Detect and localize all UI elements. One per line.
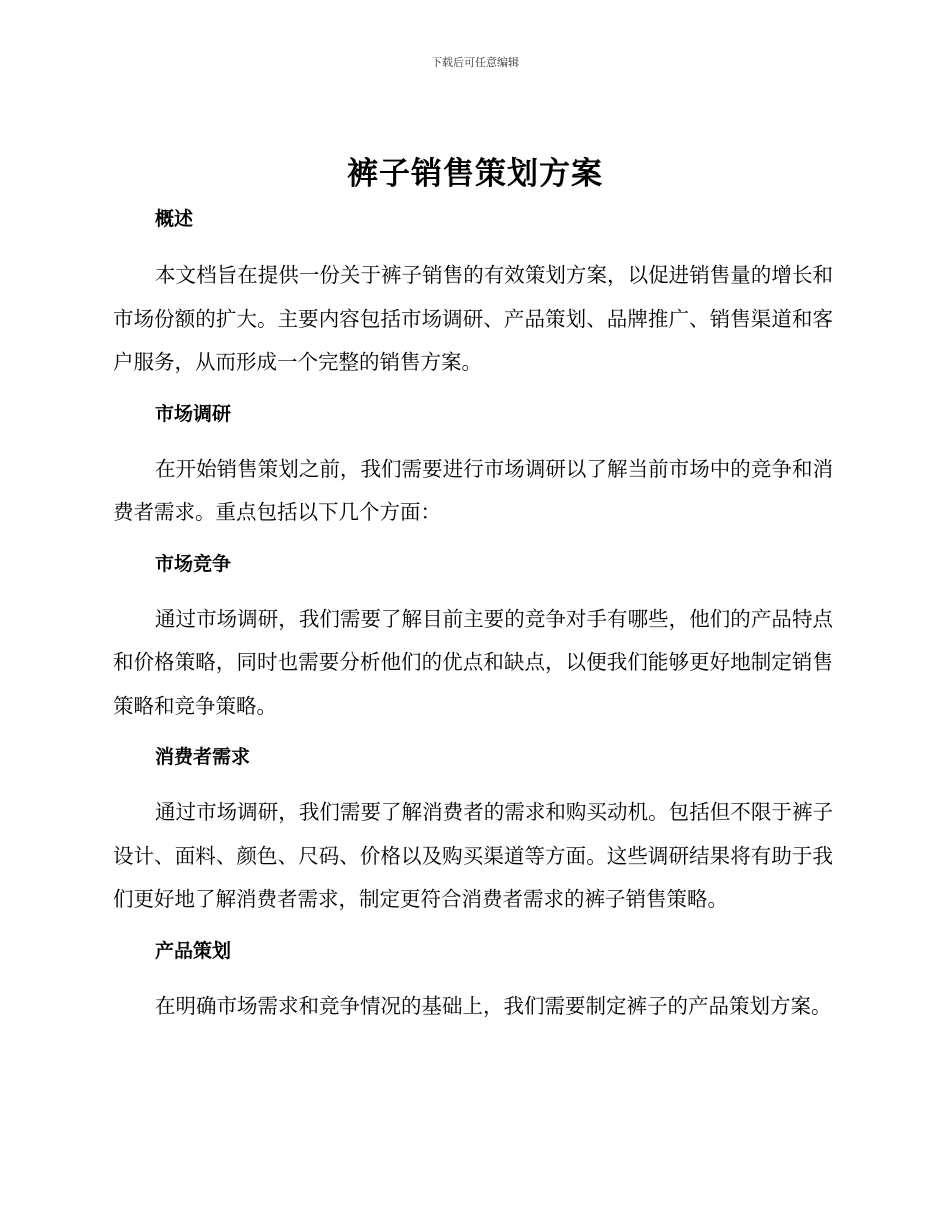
section-market-research — [113, 399, 833, 535]
document-body — [113, 204, 833, 1028]
section-heading: 市场竞争 — [155, 552, 232, 575]
document-title: 裤子销售策划方案 — [347, 156, 603, 192]
section-paragraph: 在明确市场需求和竞争情况的基础上，我们需要制定裤子的产品策划方案。 — [155, 993, 832, 1018]
section-heading: 市场调研 — [155, 402, 232, 425]
section-heading: 概述 — [155, 208, 194, 230]
page-header: 下载后可任意编辑 — [431, 56, 519, 69]
section-heading: 产品策划 — [155, 939, 232, 962]
section-heading: 消费者需求 — [155, 746, 251, 768]
section-paragraph: 通过市场调研，我们需要了解消费者的需求和购买动机。包括但不限于裤子设计、面料、颜色、尺码、价格以及购买渠道等方面。这些调研结果将有助于我们更好地了解消费者需求，制定更符合消费者需求的裤子销售策略。 — [113, 800, 833, 911]
section-market-competition — [113, 549, 833, 729]
section-paragraph: 在开始销售策划之前，我们需要进行市场调研以了解当前市场中的竞争和消费者需求。重点包括以下几个方面： — [113, 456, 833, 524]
section-product-planning — [113, 936, 833, 1029]
section-paragraph: 本文档旨在提供一份关于裤子销售的有效策划方案，以促进销售量的增长和市场份额的扩大。主要内容包括市场调研、产品策划、品牌推广、销售渠道和客户服务，从而形成一个完整的销售方案。 — [113, 263, 833, 374]
section-paragraph: 通过市场调研，我们需要了解目前主要的竞争对手有哪些，他们的产品特点和价格策略，同时也需要分析他们的优点和缺点，以便我们能够更好地制定销售策略和竞争策略。 — [113, 606, 833, 718]
section-consumer-demand — [113, 742, 833, 922]
section-overview — [113, 204, 833, 385]
